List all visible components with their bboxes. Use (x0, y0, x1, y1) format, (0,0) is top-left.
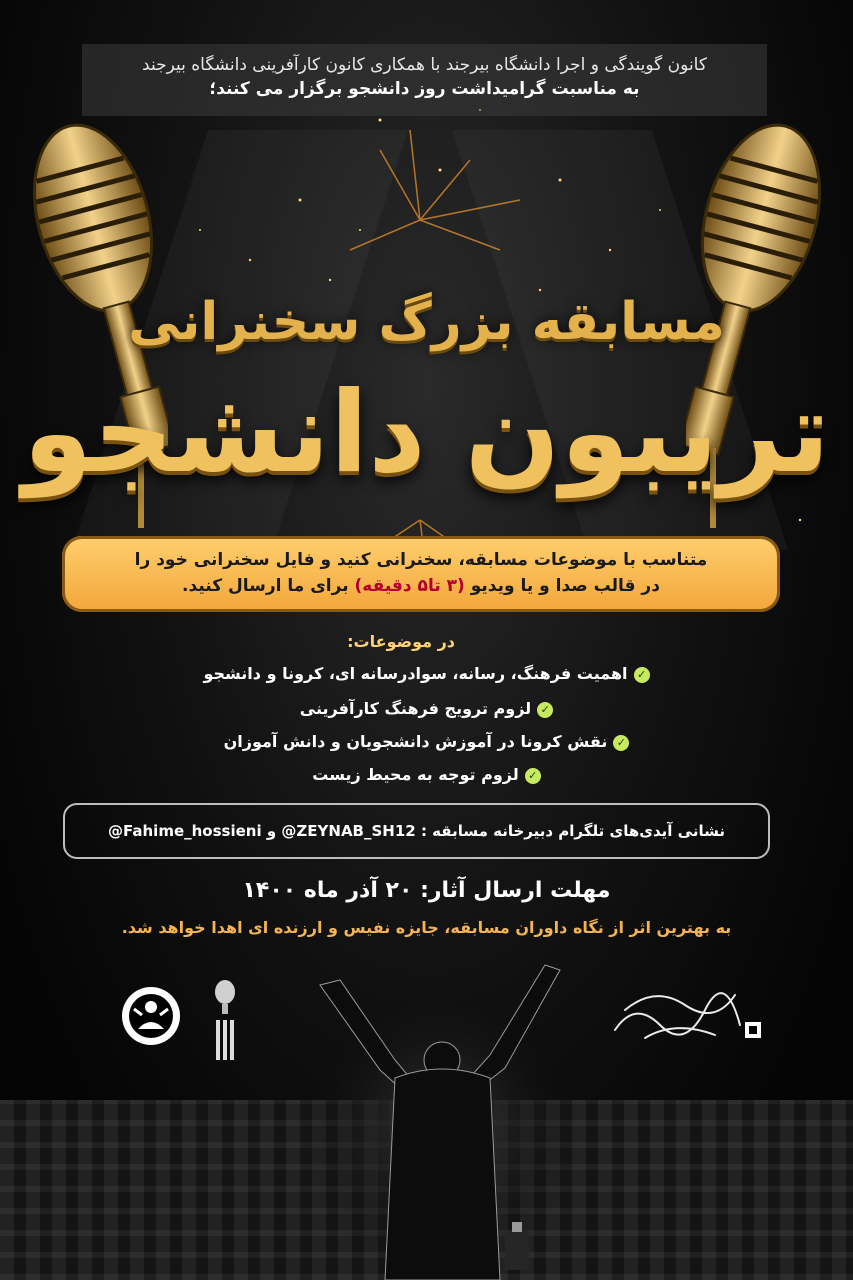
check-icon: ✓ (525, 768, 541, 784)
topic-item (0, 664, 853, 683)
title-subheading: مسابقه بزرگ سخنرانی (128, 292, 725, 352)
deadline-text: مهلت ارسال آثار: ۲۰ آذر ماه ۱۴۰۰ (242, 878, 611, 903)
title-main: تریبون دانشجو (22, 368, 831, 498)
university-logo-icon (120, 985, 182, 1047)
telegram-id-1[interactable]: @ZEYNAB_SH12 (281, 822, 416, 840)
organizer-line-2: به مناسبت گرامیداشت روز دانشجو برگزار می کنند؛ (209, 79, 640, 99)
banner-line-2-end: برای ما ارسال کنید. (182, 576, 349, 596)
calligraphy-logo-icon (605, 980, 765, 1050)
topic-item (0, 765, 853, 784)
banner-line-2 (62, 573, 780, 599)
banner-line-2-start: در قالب صدا و یا ویدیو (470, 576, 660, 596)
telegram-conjunction: و (266, 822, 277, 840)
topics-heading: در موضوعات: (347, 632, 455, 651)
telegram-ids-box (63, 803, 770, 859)
organizer-line-1: کانون گویندگی و اجرا دانشگاه بیرجند با همکاری کانون کارآفرینی دانشگاه بیرجند (142, 55, 707, 75)
telegram-id-2[interactable]: @Fahime_hossieni (108, 822, 262, 840)
instruction-banner (62, 536, 780, 612)
banner-duration: (۳ تا۵ دقیقه) (354, 576, 465, 596)
speaker-logo-icon (210, 980, 240, 1070)
prize-text: به بهترین اثر از نگاه داوران مسابقه، جایزه نفیس و ارزنده ای اهدا خواهد شد. (121, 918, 732, 937)
check-icon: ✓ (613, 735, 629, 751)
topic-item (0, 732, 853, 751)
banner-line-1: متناسب با موضوعات مسابقه، سخنرانی کنید و فایل سخنرانی خود را (134, 550, 708, 570)
organizer-header (82, 44, 767, 116)
check-icon: ✓ (634, 667, 650, 683)
topic-label: لزوم توجه به محیط زیست (312, 765, 519, 784)
topic-label: اهمیت فرهنگ، رسانه، سوادرسانه ای، کرونا و دانشجو (203, 664, 628, 683)
topic-label: لزوم ترویج فرهنگ کارآفرینی (299, 699, 532, 718)
topic-item (0, 699, 853, 718)
check-icon: ✓ (537, 702, 553, 718)
speaker-silhouette (300, 960, 580, 1280)
telegram-label: نشانی آیدی‌های تلگرام دبیرخانه مسابقه : (420, 822, 725, 840)
topic-label: نقش کرونا در آموزش دانشجویان و دانش آموزان (223, 732, 608, 751)
